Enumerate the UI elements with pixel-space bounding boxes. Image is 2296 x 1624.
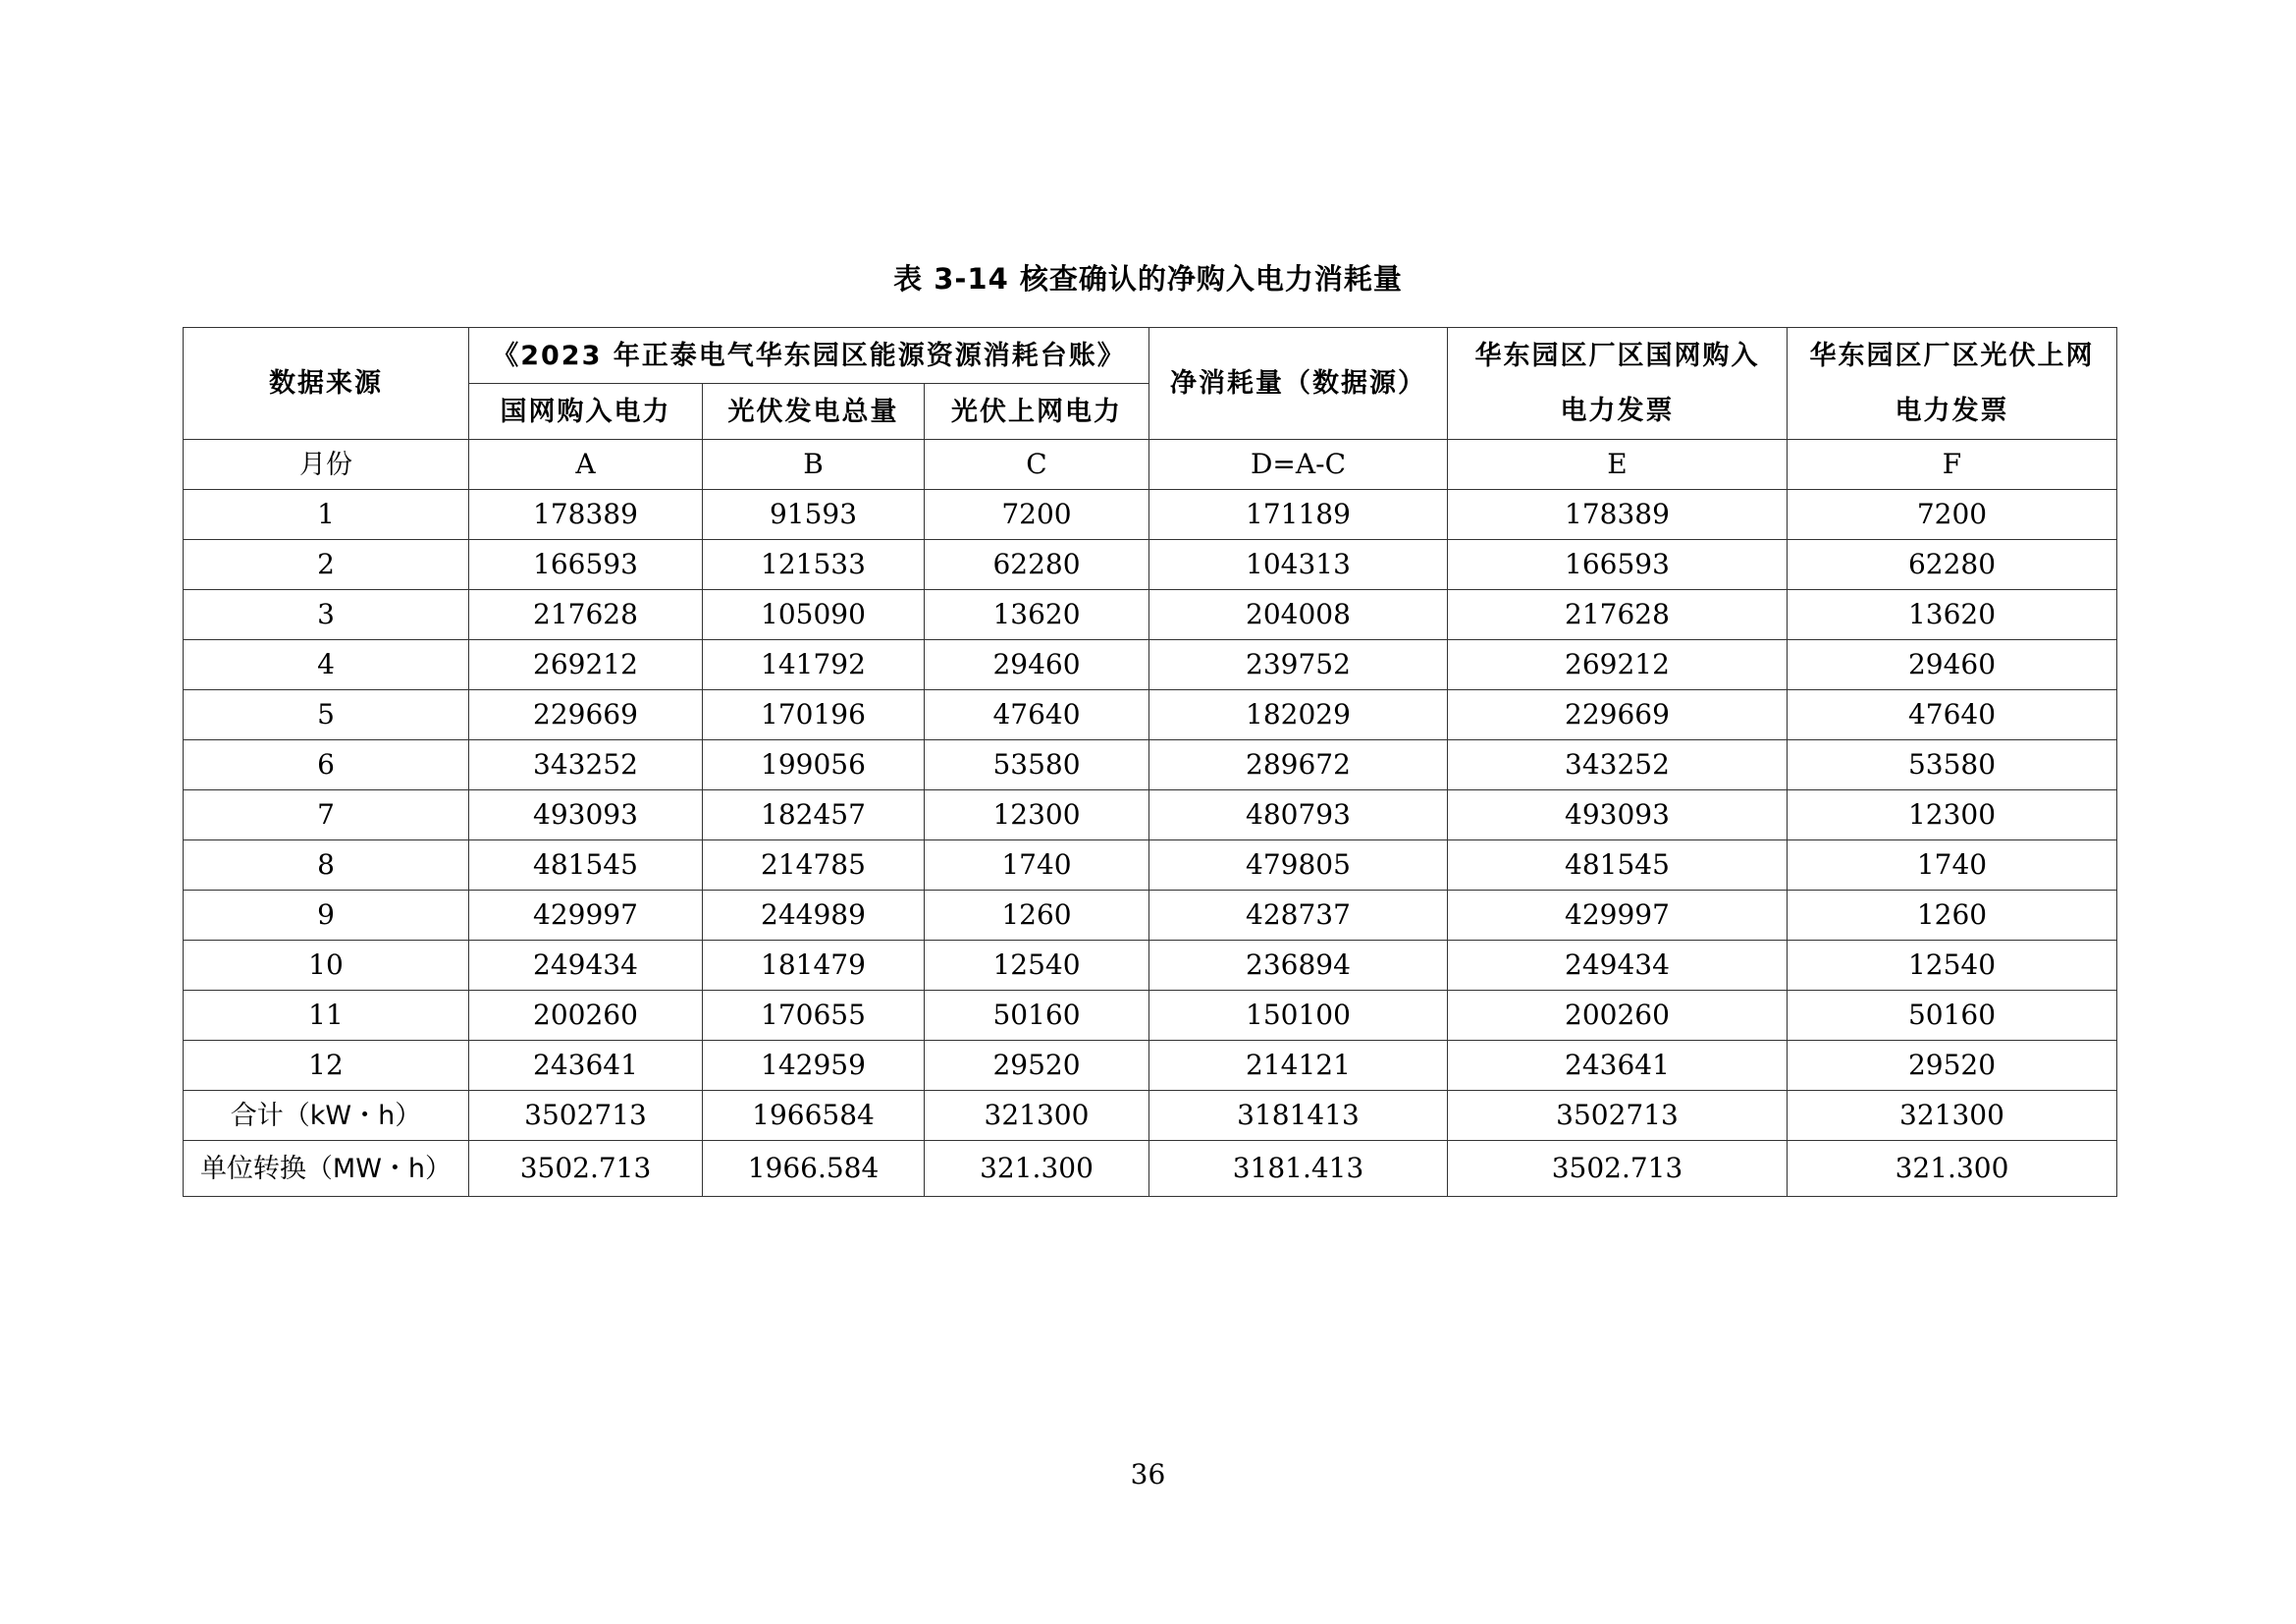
value-cell: 150100 [1149,991,1448,1041]
value-cell: 321300 [1788,1091,2117,1141]
value-cell: 343252 [469,740,703,790]
value-cell: 13620 [1788,590,2117,640]
value-cell: 481545 [469,840,703,891]
table-row [184,540,2117,590]
code-cell: A [469,440,703,490]
value-cell: 53580 [1788,740,2117,790]
value-cell: 121533 [703,540,925,590]
value-cell: 178389 [469,490,703,540]
page-number: 36 [1130,1458,1166,1490]
table-row [184,1091,2117,1141]
code-row [184,440,2117,490]
value-cell: 47640 [925,690,1149,740]
header-grid-purchase: 国网购入电力 [469,384,703,440]
table-row [184,941,2117,991]
value-cell: 7200 [925,490,1149,540]
value-cell: 269212 [469,640,703,690]
value-cell: 170655 [703,991,925,1041]
table-row [184,640,2117,690]
table-row [184,490,2117,540]
value-cell: 29520 [925,1041,1149,1091]
header-grid-invoice [1448,328,1788,440]
value-cell: 239752 [1149,640,1448,690]
table-body [184,490,2117,1197]
value-cell: 91593 [703,490,925,540]
value-cell: 479805 [1149,840,1448,891]
value-cell: 105090 [703,590,925,640]
value-cell: 47640 [1788,690,2117,740]
value-cell: 1260 [925,891,1149,941]
value-cell: 50160 [1788,991,2117,1041]
code-cell: D=A-C [1149,440,1448,490]
value-cell: 3502713 [469,1091,703,1141]
table-row [184,891,2117,941]
header-pv-invoice-line1: 华东园区厂区光伏上网 [1809,340,2095,371]
value-cell: 3502713 [1448,1091,1788,1141]
value-cell: 166593 [1448,540,1788,590]
value-cell: 217628 [469,590,703,640]
code-cell: F [1788,440,2117,490]
code-cell: 月份 [184,440,469,490]
value-cell: 269212 [1448,640,1788,690]
row-label-cell: 合计（kW・h） [184,1091,469,1141]
value-cell: 3181.413 [1149,1141,1448,1197]
value-cell: 1966.584 [703,1141,925,1197]
value-cell: 12540 [925,941,1149,991]
value-cell: 3181413 [1149,1091,1448,1141]
value-cell: 62280 [925,540,1149,590]
table-row [184,790,2117,840]
row-label-cell: 12 [184,1041,469,1091]
row-label-cell: 1 [184,490,469,540]
row-label-cell: 10 [184,941,469,991]
value-cell: 170196 [703,690,925,740]
value-cell: 166593 [469,540,703,590]
value-cell: 12300 [925,790,1149,840]
value-cell: 1740 [925,840,1149,891]
code-cell: E [1448,440,1788,490]
value-cell: 13620 [925,590,1149,640]
table-row [184,740,2117,790]
value-cell: 199056 [703,740,925,790]
value-cell: 3502.713 [1448,1141,1788,1197]
row-label-cell: 2 [184,540,469,590]
table-caption: 表 3-14 核查确认的净购入电力消耗量 [893,262,1403,296]
value-cell: 142959 [703,1041,925,1091]
code-cell: C [925,440,1149,490]
header-net-consumption: 净消耗量（数据源） [1149,328,1448,440]
value-cell: 243641 [1448,1041,1788,1091]
value-cell: 1260 [1788,891,2117,941]
value-cell: 229669 [1448,690,1788,740]
row-label-cell: 11 [184,991,469,1041]
header-pv-total: 光伏发电总量 [703,384,925,440]
table-row [184,840,2117,891]
table-row [184,991,2117,1041]
value-cell: 429997 [1448,891,1788,941]
value-cell: 429997 [469,891,703,941]
value-cell: 7200 [1788,490,2117,540]
value-cell: 181479 [703,941,925,991]
value-cell: 214121 [1149,1041,1448,1091]
value-cell: 289672 [1149,740,1448,790]
value-cell: 141792 [703,640,925,690]
header-grid-invoice-line2: 电力发票 [1560,395,1675,426]
value-cell: 243641 [469,1041,703,1091]
row-label-cell: 6 [184,740,469,790]
value-cell: 50160 [925,991,1149,1041]
row-label-cell: 单位转换（MW・h） [184,1141,469,1197]
table-row [184,590,2117,640]
value-cell: 104313 [1149,540,1448,590]
value-cell: 29460 [925,640,1149,690]
header-pv-export: 光伏上网电力 [925,384,1149,440]
value-cell: 481545 [1448,840,1788,891]
value-cell: 493093 [1448,790,1788,840]
value-cell: 182457 [703,790,925,840]
row-label-cell: 8 [184,840,469,891]
value-cell: 204008 [1149,590,1448,640]
code-cell: B [703,440,925,490]
value-cell: 200260 [1448,991,1788,1041]
row-label-cell: 7 [184,790,469,840]
value-cell: 200260 [469,991,703,1041]
value-cell: 236894 [1149,941,1448,991]
value-cell: 3502.713 [469,1141,703,1197]
header-data-source: 数据来源 [184,328,469,440]
value-cell: 29520 [1788,1041,2117,1091]
value-cell: 1740 [1788,840,2117,891]
value-cell: 214785 [703,840,925,891]
row-label-cell: 5 [184,690,469,740]
table-row [184,690,2117,740]
header-row-1 [184,328,2117,384]
value-cell: 29460 [1788,640,2117,690]
value-cell: 217628 [1448,590,1788,640]
value-cell: 321.300 [1788,1141,2117,1197]
table-row [184,1141,2117,1197]
value-cell: 480793 [1149,790,1448,840]
value-cell: 171189 [1149,490,1448,540]
value-cell: 12540 [1788,941,2117,991]
row-label-cell: 9 [184,891,469,941]
value-cell: 229669 [469,690,703,740]
value-cell: 182029 [1149,690,1448,740]
value-cell: 321.300 [925,1141,1149,1197]
row-label-cell: 4 [184,640,469,690]
net-purchased-electricity-table [183,327,2117,1197]
value-cell: 1966584 [703,1091,925,1141]
value-cell: 178389 [1448,490,1788,540]
value-cell: 12300 [1788,790,2117,840]
table-row [184,1041,2117,1091]
value-cell: 493093 [469,790,703,840]
header-grid-invoice-line1: 华东园区厂区国网购入 [1474,340,1760,371]
value-cell: 343252 [1448,740,1788,790]
header-pv-invoice [1788,328,2117,440]
row-label-cell: 3 [184,590,469,640]
header-pv-invoice-line2: 电力发票 [1895,395,2009,426]
value-cell: 428737 [1149,891,1448,941]
value-cell: 249434 [469,941,703,991]
value-cell: 62280 [1788,540,2117,590]
value-cell: 249434 [1448,941,1788,991]
value-cell: 244989 [703,891,925,941]
value-cell: 321300 [925,1091,1149,1141]
value-cell: 53580 [925,740,1149,790]
header-ledger-title: 《2023 年正泰电气华东园区能源资源消耗台账》 [469,328,1149,384]
